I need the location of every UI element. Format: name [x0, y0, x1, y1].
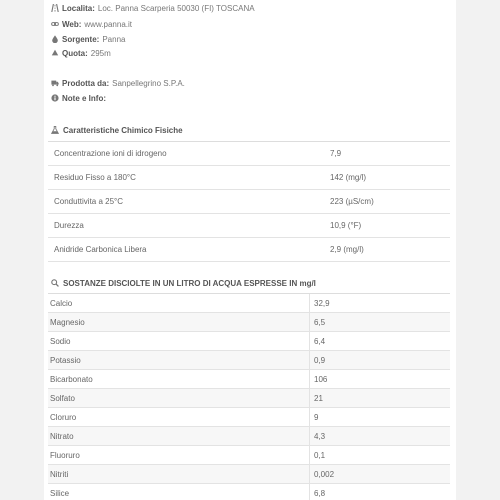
table-row: [48, 408, 450, 427]
truck-icon: [50, 78, 60, 88]
substance-name: Bicarbonato: [48, 370, 310, 388]
property-name: Concentrazione ioni di idrogeno: [54, 149, 167, 158]
substance-value: 6,4: [314, 336, 326, 346]
property-value: 223 (µS/cm): [330, 197, 374, 206]
table-row: [48, 332, 450, 351]
info-label: Web:: [62, 19, 82, 29]
arrow-up-icon: [50, 48, 60, 58]
substance-name: Cloruro: [48, 408, 310, 426]
substance-value: 106: [314, 374, 328, 384]
substance-value: 4,3: [314, 431, 326, 441]
property-name: Durezza: [54, 221, 84, 230]
property-name: Residuo Fisso a 180°C: [54, 173, 136, 182]
substances-title: [50, 276, 316, 290]
info-label: Quota:: [62, 48, 88, 58]
table-row: [48, 427, 450, 446]
substance-value: 0,1: [314, 450, 326, 460]
substance-name: Fluoruro: [48, 446, 310, 464]
property-value: 10,9 (°F): [330, 221, 362, 230]
road-icon: [50, 3, 60, 13]
flask-icon: [50, 125, 60, 135]
substance-value: 6,8: [314, 488, 326, 498]
chemical-table: [48, 141, 450, 262]
chemical-title: [50, 123, 183, 137]
table-row: [48, 389, 450, 408]
substance-name: Nitriti: [48, 465, 310, 483]
property-name: Anidride Carbonica Libera: [54, 245, 147, 254]
substance-name: Calcio: [48, 294, 310, 312]
tint-icon: [50, 34, 60, 44]
info-quota: [50, 47, 111, 59]
table-row: [48, 446, 450, 465]
property-name: Conduttivita a 25°C: [54, 197, 124, 206]
table-row: [48, 142, 450, 166]
info-sorgente: [50, 33, 125, 45]
substance-value: 9: [314, 412, 319, 422]
info-value: Sanpellegrino S.P.A.: [112, 78, 185, 88]
search-icon: [50, 278, 60, 288]
info-localita: [50, 2, 255, 14]
info-web: [50, 18, 132, 30]
info-value: Panna: [102, 34, 126, 44]
property-value: 142 (mg/l): [330, 173, 367, 182]
table-row: [48, 294, 450, 313]
table-row: [48, 465, 450, 484]
info-prodotta: [50, 77, 185, 89]
substance-name: Magnesio: [48, 313, 310, 331]
substance-name: Nitrato: [48, 427, 310, 445]
substance-value: 21: [314, 393, 323, 403]
property-value: 7,9: [330, 149, 342, 158]
table-row: [48, 370, 450, 389]
table-row: [48, 351, 450, 370]
table-row: [48, 166, 450, 190]
substance-name: Potassio: [48, 351, 310, 369]
table-row: [48, 214, 450, 238]
substance-name: Sodio: [48, 332, 310, 350]
info-value: 295m: [90, 48, 111, 58]
content-panel: [44, 0, 456, 500]
property-value: 2,9 (mg/l): [330, 245, 364, 254]
web-link[interactable]: www.panna.it: [84, 19, 132, 29]
substance-name: Solfato: [48, 389, 310, 407]
table-row: [48, 484, 450, 500]
substance-value: 0,9: [314, 355, 326, 365]
link-icon: [50, 19, 60, 29]
substance-value: 32,9: [314, 298, 330, 308]
substances-table: [48, 293, 450, 500]
table-row: [48, 190, 450, 214]
info-label: Prodotta da:: [62, 78, 110, 88]
substance-name: Silice: [48, 484, 310, 500]
chemical-title-text: Caratteristiche Chimico Fisiche: [63, 125, 183, 135]
info-label: Note e Info:: [62, 93, 106, 103]
table-row: [48, 313, 450, 332]
info-note: [50, 92, 109, 104]
table-row: [48, 238, 450, 262]
substance-value: 6,5: [314, 317, 326, 327]
substances-title-text: SOSTANZE DISCIOLTE IN UN LITRO DI ACQUA ESPRESSE IN mg/l: [63, 278, 316, 288]
info-label: Sorgente:: [62, 34, 100, 44]
info-circle-icon: [50, 93, 60, 103]
info-value: Loc. Panna Scarperia 50030 (FI) TOSCANA: [97, 3, 255, 13]
info-label: Localita:: [62, 3, 95, 13]
substance-value: 0,002: [314, 469, 335, 479]
